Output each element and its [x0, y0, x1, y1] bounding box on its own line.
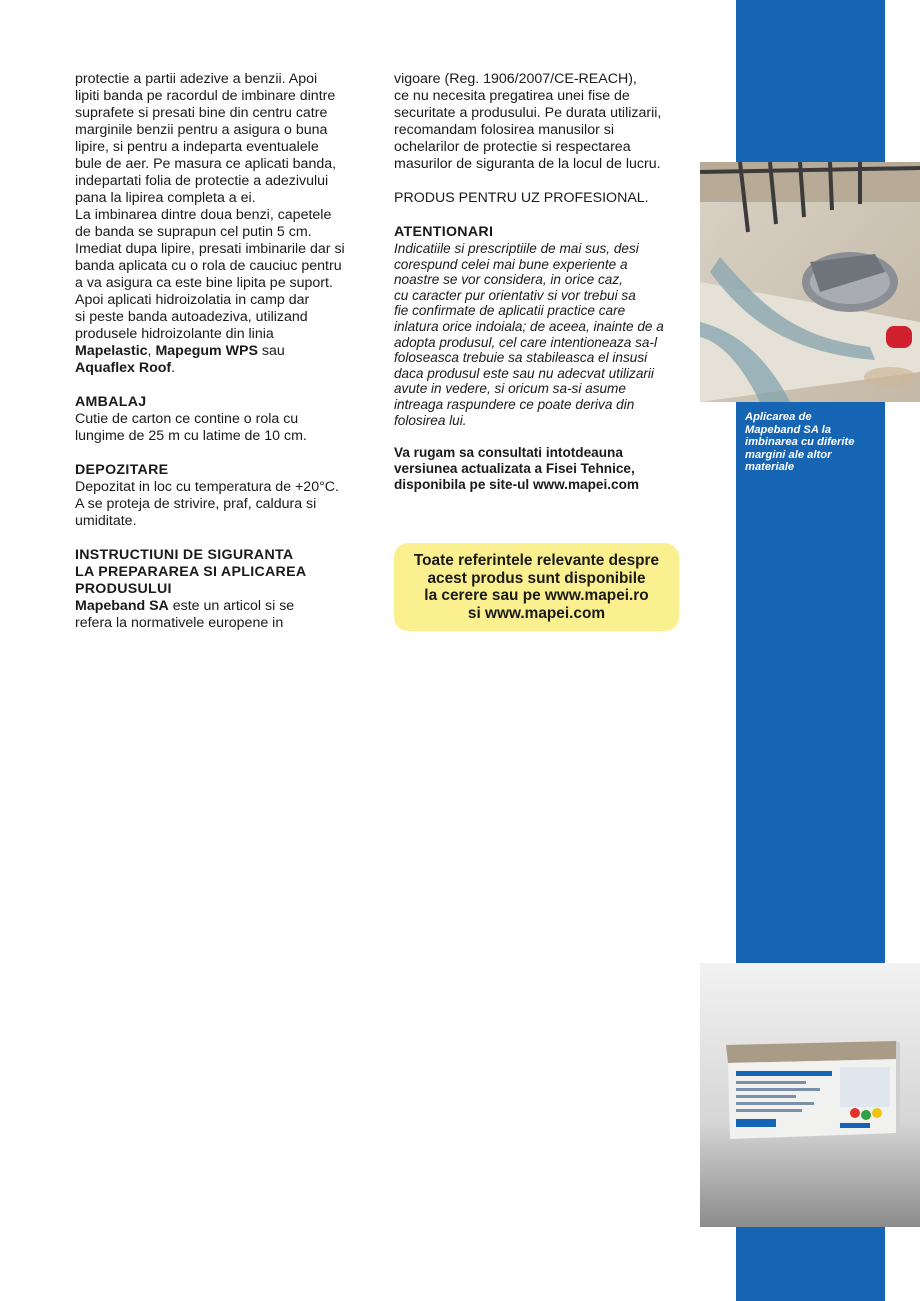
warning-line: folosirea lui. — [394, 412, 467, 428]
heading-siguranta: LA PREPARAREA SI APLICAREA — [75, 564, 307, 580]
text-line: pana la lipirea completa a ei. — [75, 190, 256, 206]
text-line: lungime de 25 m cu latime de 10 cm. — [75, 428, 307, 444]
text-line — [75, 598, 365, 615]
product-line — [75, 343, 365, 360]
warning-line: cu caracter pur orientativ si vor trebui sa — [394, 287, 636, 303]
middle-column — [394, 71, 684, 493]
caption-line: margini ale altor — [745, 448, 832, 461]
text-line: vigoare (Reg. 1906/2007/CE-REACH), — [394, 71, 637, 87]
heading-depozitare: DEPOZITARE — [75, 462, 169, 478]
text-line: Depozitat in loc cu temperatura de +20°C. — [75, 479, 339, 495]
text-line: a va asigura ca este bine lipita pe suport. — [75, 275, 333, 291]
product-box-illustration — [700, 963, 920, 1227]
warning-line: fie confirmate de aplicatii practice care — [394, 303, 626, 319]
text-span: este un articol si se — [168, 598, 295, 614]
warning-line: daca produsul este sau nu adecvat utilizarii — [394, 365, 654, 381]
text-line: umiditate. — [75, 513, 137, 529]
consult-line: Va rugam sa consultati intotdeauna — [394, 445, 623, 461]
separator: . — [171, 360, 176, 376]
warning-line: intreaga raspundere ce poate deriva din — [394, 396, 635, 412]
text-line: lipire, si pentru a indeparta eventualele — [75, 139, 319, 155]
text-line: Cutie de carton ce contine o rola cu — [75, 411, 299, 427]
text-line: masurilor de siguranta de la locul de lucru. — [394, 156, 661, 172]
text-line: securitate a produsului. Pe durata utilizarii, — [394, 105, 662, 121]
caption-line: materiale — [745, 461, 795, 474]
separator: sau — [257, 343, 285, 359]
separator: , — [147, 343, 156, 359]
caption-line: Mapeband SA la — [745, 423, 831, 436]
text-line: protectie a partii adezive a benzii. Apoi — [75, 71, 318, 87]
warning-line: noastre se vor considera, in orice caz, — [394, 272, 623, 288]
product-box-photo — [700, 963, 920, 1227]
consult-line: disponibila pe site-ul www.mapei.com — [394, 477, 639, 493]
text-line: bule de aer. Pe masura ce aplicati banda, — [75, 156, 337, 172]
left-column — [75, 71, 365, 632]
warning-line: avute in vedere, si oricum sa-si asume — [394, 381, 626, 397]
text-line: indepartati folia de protectie a adezivului — [75, 173, 329, 189]
application-photo — [700, 162, 920, 402]
text-line: lipiti banda pe racordul de imbinare dintre — [75, 88, 336, 104]
text-line: suprafete si presati bine din centru catre — [75, 105, 328, 121]
photo-caption — [745, 411, 875, 474]
caption-line: Aplicarea de — [745, 411, 812, 423]
caption-line: imbinarea cu diferite — [745, 436, 855, 449]
heading-ambalaj: AMBALAJ — [75, 394, 147, 410]
text-line: de banda se suprapun cel putin 5 cm. — [75, 224, 312, 240]
heading-siguranta: PRODUSULUI — [75, 581, 172, 597]
text-line: ce nu necesita pregatirea unei fise de — [394, 88, 630, 104]
warning-line: inlatura orice indoiala; de aceea, inainte de a — [394, 318, 664, 334]
info-callout — [394, 543, 679, 631]
text-line: si peste banda autoadeziva, utilizand — [75, 309, 308, 325]
callout-line: acest produs sunt disponibile — [427, 569, 646, 587]
text-line: refera la normativele europene in — [75, 615, 284, 631]
text-line: recomandam folosirea manusilor si — [394, 122, 614, 138]
callout-line: Toate referintele relevante despre — [413, 552, 660, 569]
text-line: Apoi aplicati hidroizolatia in camp dar — [75, 292, 310, 308]
warning-line: foloseasca trebuie sa stabileasca el insusi — [394, 350, 648, 366]
text-line: marginile benzii pentru a asigura o buna — [75, 122, 328, 138]
text-line: Imediat dupa lipire, presati imbinarile dar si — [75, 241, 345, 257]
callout-line: si www.mapei.com — [467, 604, 606, 622]
product-aquaflex: Aquaflex Roof — [75, 360, 172, 376]
text-line: La imbinarea dintre doua benzi, capetele — [75, 207, 332, 223]
warning-line: Indicatiile si prescriptiile de mai sus, desi — [394, 241, 639, 256]
consult-line: versiunea actualizata a Fisei Tehnice, — [394, 461, 635, 477]
application-photo-illustration — [700, 162, 920, 402]
text-line: A se proteja de strivire, praf, caldura si — [75, 496, 317, 512]
product-mapeband: Mapeband SA — [75, 598, 169, 614]
heading-siguranta: INSTRUCTIUNI DE SIGURANTA — [75, 547, 294, 563]
product-mapegum: Mapegum WPS — [155, 343, 258, 359]
product-mapelastic: Mapelastic — [75, 343, 148, 359]
warning-line: adopta produsul, cel care intentioneaza sa-l — [394, 334, 657, 350]
heading-atentionari: ATENTIONARI — [394, 224, 494, 240]
callout-line: la cerere sau pe www.mapei.ro — [424, 587, 649, 605]
text-line: ochelarilor de protectie si respectarea — [394, 139, 631, 155]
product-line — [75, 360, 365, 377]
text-line: banda aplicata cu o rola de cauciuc pentru — [75, 258, 342, 274]
warning-line: corespund celei mai bune experiente a — [394, 256, 628, 272]
professional-use: PRODUS PENTRU UZ PROFESIONAL. — [394, 190, 649, 206]
text-line: produsele hidroizolante din linia — [75, 326, 274, 342]
